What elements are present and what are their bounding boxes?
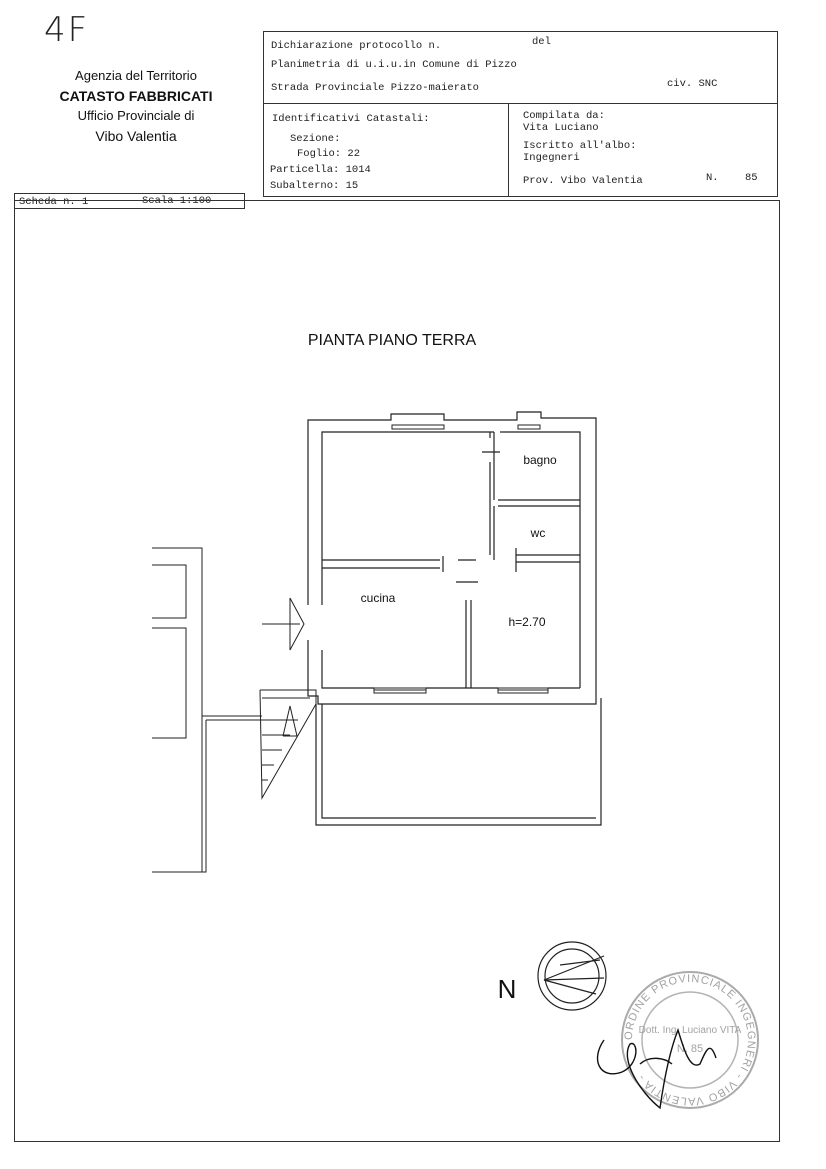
sezione-field: Sezione: bbox=[290, 133, 341, 145]
protocol-label: Dichiarazione protocollo n. bbox=[271, 40, 442, 52]
svg-text:ORDINE PROVINCIALE INGEGNERI - bbox=[623, 973, 757, 1107]
stamp-center-text: Dott. Ing. Luciano VITA bbox=[638, 1025, 742, 1036]
compiled-by-label: Compilata da: bbox=[523, 110, 605, 122]
staircase bbox=[260, 690, 316, 798]
room-label-bagno: bagno bbox=[523, 453, 557, 467]
foglio-field: Foglio: 22 bbox=[297, 148, 361, 160]
registered-label: Iscritto all'albo: bbox=[523, 140, 637, 152]
top-windows bbox=[374, 425, 548, 693]
entrance-arrow-icon bbox=[262, 598, 304, 650]
stamp-ring-text: ORDINE PROVINCIALE INGEGNERI - VIBO VALENTIA - bbox=[622, 972, 758, 1108]
civic-number: civ. SNC bbox=[667, 78, 718, 90]
subalterno-field: Subalterno: 15 bbox=[270, 180, 359, 192]
office-city: Vibo Valentia bbox=[95, 128, 177, 144]
office-label: Ufficio Provinciale di bbox=[77, 108, 195, 123]
compiled-by-name: Vita Luciano bbox=[523, 122, 599, 134]
scale-label: Scala 1:100 bbox=[142, 195, 212, 207]
room-label-wc: wc bbox=[530, 526, 546, 540]
ceiling-height-label: h=2.70 bbox=[508, 615, 546, 629]
planimetry-line: Planimetria di u.i.u.in Comune di Pizzo bbox=[271, 59, 517, 71]
room-label-cucina: cucina bbox=[360, 591, 396, 605]
catasto-title: CATASTO FABBRICATI bbox=[59, 88, 213, 104]
stamp-number-text: N. 85 bbox=[676, 1043, 704, 1055]
particella-field: Particella: 1014 bbox=[270, 164, 371, 176]
interior-walls bbox=[322, 432, 580, 688]
number-label: N. bbox=[706, 172, 719, 184]
registered-value: Ingegneri bbox=[523, 152, 580, 164]
protocol-del: del bbox=[532, 36, 551, 48]
compass-icon bbox=[538, 942, 606, 1010]
adjacent-building bbox=[152, 548, 262, 872]
agency-name: Agenzia del Territorio bbox=[75, 68, 197, 83]
north-label: N bbox=[497, 974, 517, 1004]
province-field: Prov. Vibo Valentia bbox=[523, 175, 643, 187]
scheda-number: Scheda n. 1 bbox=[19, 196, 89, 208]
identifiers-title: Identificativi Catastali: bbox=[272, 113, 430, 125]
handwritten-note: 4F bbox=[44, 10, 90, 50]
plan-title: PIANTA PIANO TERRA bbox=[307, 332, 477, 349]
address-line: Strada Provinciale Pizzo-maierato bbox=[271, 82, 479, 94]
professional-stamp bbox=[622, 972, 758, 1108]
terrace-outline bbox=[316, 698, 601, 825]
number-value: 85 bbox=[745, 172, 758, 184]
